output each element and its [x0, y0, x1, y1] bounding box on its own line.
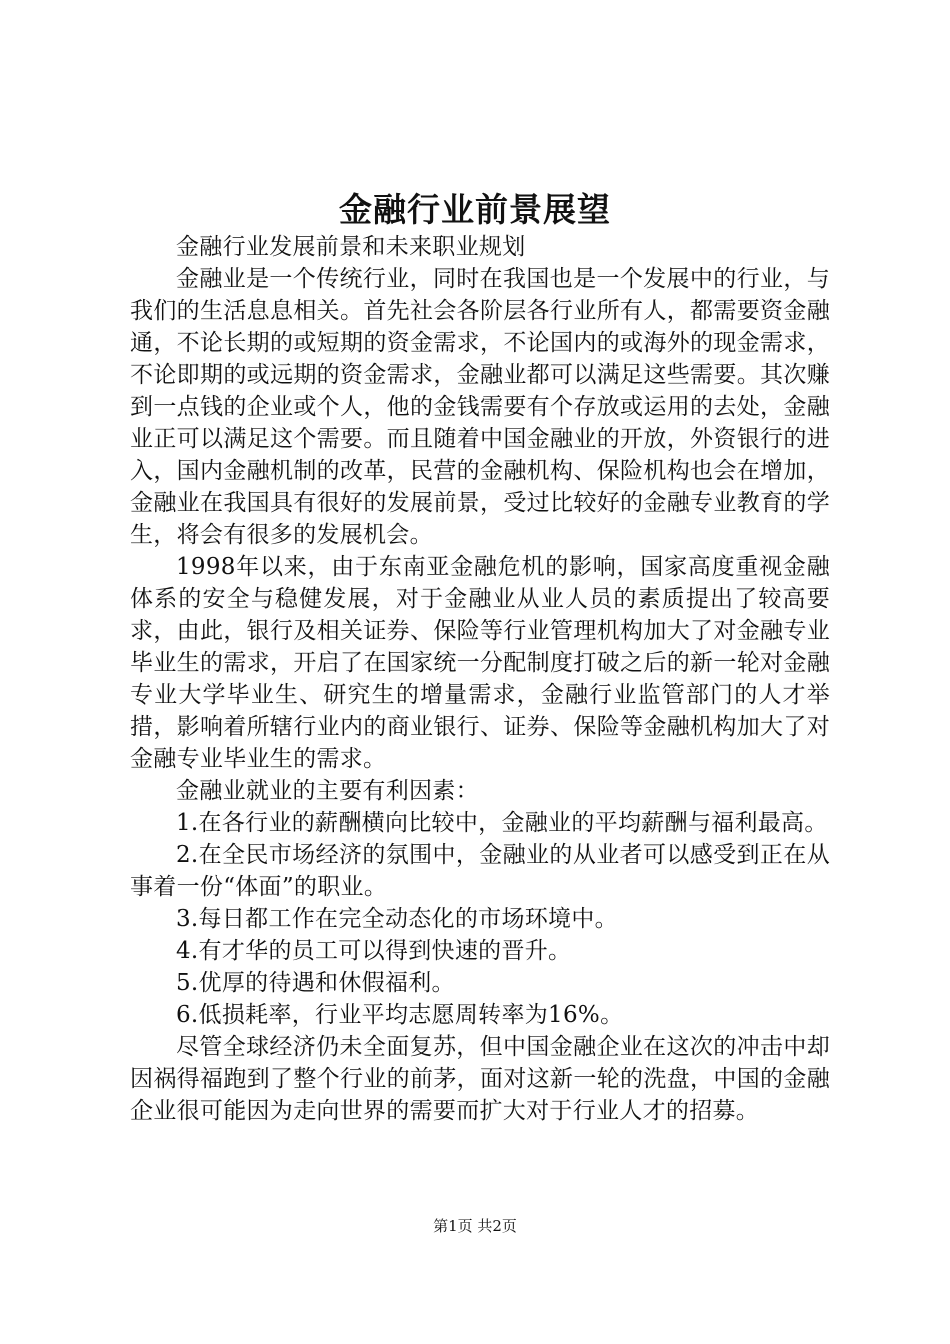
body-paragraph: 金融业是一个传统行业，同时在我国也是一个发展中的行业，与我们的生活息息相关。首先社会各阶层各行业所有人，都需要资金融通，不论长期的或短期的资金需求，不论国内的或海外的现金需求，不论即期的或远期的资金需求，金融业都可以满足这些需要。其次赚到一点钱的企业或个人，他的金钱需要有个存放或运用的去处，金融业正可以满足这个需要。而且随着中国金融业的开放，外资银行的进入，国内金融机制的改革，民营的金融机构、保险机构也会在增加，金融业在我国具有很好的发展前景，受过比较好的金融专业教育的学生，将会有很多的发展机会。 [130, 266, 830, 548]
page-footer: 第1页 共2页 [433, 1217, 517, 1235]
body-paragraph: 1998年以来，由于东南亚金融危机的影响，国家高度重视金融体系的安全与稳健发展，对于金融业从业人员的素质提出了较高要求，由此，银行及相关证券、保险等行业管理机构加大了对金融专业毕业生的需求，开启了在国家统一分配制度打破之后的新一轮对金融专业大学毕业生、研究生的增量需求，金融行业监管部门的人才举措，影响着所辖行业内的商业银行、证券、保险等金融机构加大了对金融专业毕业生的需求。 [130, 554, 830, 772]
list-item: 2.在全民市场经济的氛围中，金融业的从业者可以感受到正在从事着一份“体面”的职业。 [130, 842, 830, 900]
document-title: 金融行业前景展望 [339, 190, 611, 229]
document-body [130, 231, 830, 1127]
list-item: 6.低损耗率，行业平均志愿周转率为16%。 [176, 1002, 624, 1028]
body-paragraph: 尽管全球经济仍未全面复苏，但中国金融企业在这次的冲击中却因祸得福跑到了整个行业的前茅，面对这新一轮的洗盘，中国的金融企业很可能因为走向世界的需要而扩大对于行业人才的招募。 [130, 1034, 830, 1124]
list-item: 4.有才华的员工可以得到快速的晋升。 [176, 938, 572, 964]
list-item: 1.在各行业的薪酬横向比较中，金融业的平均薪酬与福利最高。 [176, 810, 828, 836]
list-item: 3.每日都工作在完全动态化的市场环境中。 [176, 906, 618, 932]
list-item: 5.优厚的待遇和休假福利。 [176, 970, 455, 996]
subtitle-paragraph: 金融行业发展前景和未来职业规划 [176, 234, 526, 260]
list-heading: 金融业就业的主要有利因素： [176, 778, 479, 804]
